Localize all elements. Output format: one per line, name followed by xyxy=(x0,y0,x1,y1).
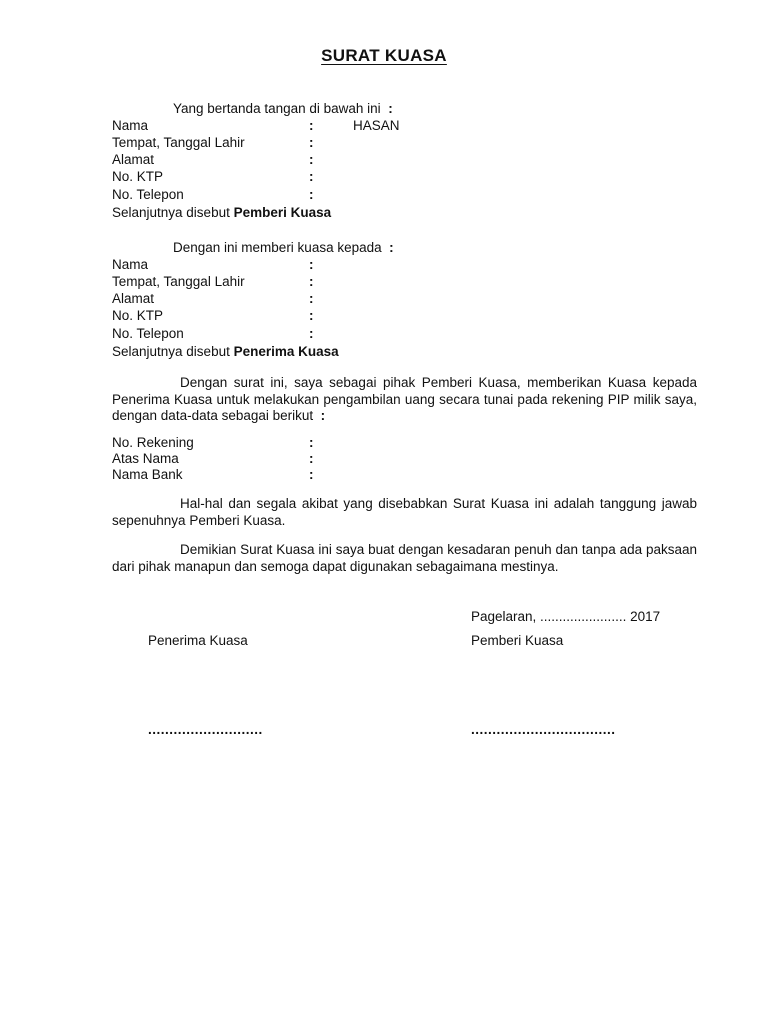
colon: : xyxy=(309,257,314,272)
label-telepon-2: No. Telepon xyxy=(112,326,184,341)
selanjutnya-pemberi: Selanjutnya disebut Pemberi Kuasa xyxy=(112,205,332,220)
intro-penerima: Dengan ini memberi kuasa kepada : xyxy=(173,240,394,255)
selanjutnya-penerima: Selanjutnya disebut Penerima Kuasa xyxy=(112,344,339,359)
label-ktp-2: No. KTP xyxy=(112,308,164,323)
sign-label-penerima: Penerima Kuasa xyxy=(148,633,248,648)
colon: : xyxy=(309,118,314,133)
signature-line-penerima: ........................... xyxy=(148,722,263,737)
colon: : xyxy=(309,326,314,341)
colon: : xyxy=(309,435,314,450)
label-ttl-1: Tempat, Tanggal Lahir xyxy=(112,135,245,150)
colon: : xyxy=(309,291,314,306)
label-nama-1: Nama xyxy=(112,118,149,133)
label-nama-bank: Nama Bank xyxy=(112,467,183,482)
label-rekening: No. Rekening xyxy=(112,435,194,450)
colon: : xyxy=(309,467,314,482)
colon: : xyxy=(309,308,314,323)
intro-pemberi: Yang bertanda tangan di bawah ini : xyxy=(173,101,393,116)
label-nama-2: Nama xyxy=(112,257,149,272)
label-alamat-1: Alamat xyxy=(112,152,155,167)
colon: : xyxy=(309,152,314,167)
paragraph-tanggung-jawab: Hal-hal dan segala akibat yang disebabkan Surat Kuasa ini adalah tanggung jawab sepenuhnya Pemberi Kuasa. xyxy=(112,496,697,528)
colon: : xyxy=(309,451,314,466)
colon: : xyxy=(309,169,314,184)
label-alamat-2: Alamat xyxy=(112,291,155,306)
paragraph-kuasa: Dengan surat ini, saya sebagai pihak Pemberi Kuasa, memberikan Kuasa kepada Penerima Kuasa untuk melakukan pengambilan uang secara tunai pada rekening PIP milik saya, dengan data-data sebagai berikut : xyxy=(112,375,697,424)
label-ttl-2: Tempat, Tanggal Lahir xyxy=(112,274,245,289)
sign-label-pemberi: Pemberi Kuasa xyxy=(471,633,564,648)
paragraph-penutup: Demikian Surat Kuasa ini saya buat dengan kesadaran penuh dan tanpa ada paksaan dari pihak manapun dan semoga dapat digunakan sebagaimana mestinya. xyxy=(112,542,697,574)
colon: : xyxy=(309,135,314,150)
value-nama-pemberi: HASAN xyxy=(353,118,400,133)
signature-line-pemberi: .................................. xyxy=(471,722,616,737)
label-telepon-1: No. Telepon xyxy=(112,187,184,202)
label-ktp-1: No. KTP xyxy=(112,169,164,184)
colon: : xyxy=(309,274,314,289)
colon: : xyxy=(309,187,314,202)
document-title: SURAT KUASA xyxy=(321,46,447,65)
place-date: Pagelaran, ....................... 2017 xyxy=(471,609,661,624)
label-atas-nama: Atas Nama xyxy=(112,451,179,466)
